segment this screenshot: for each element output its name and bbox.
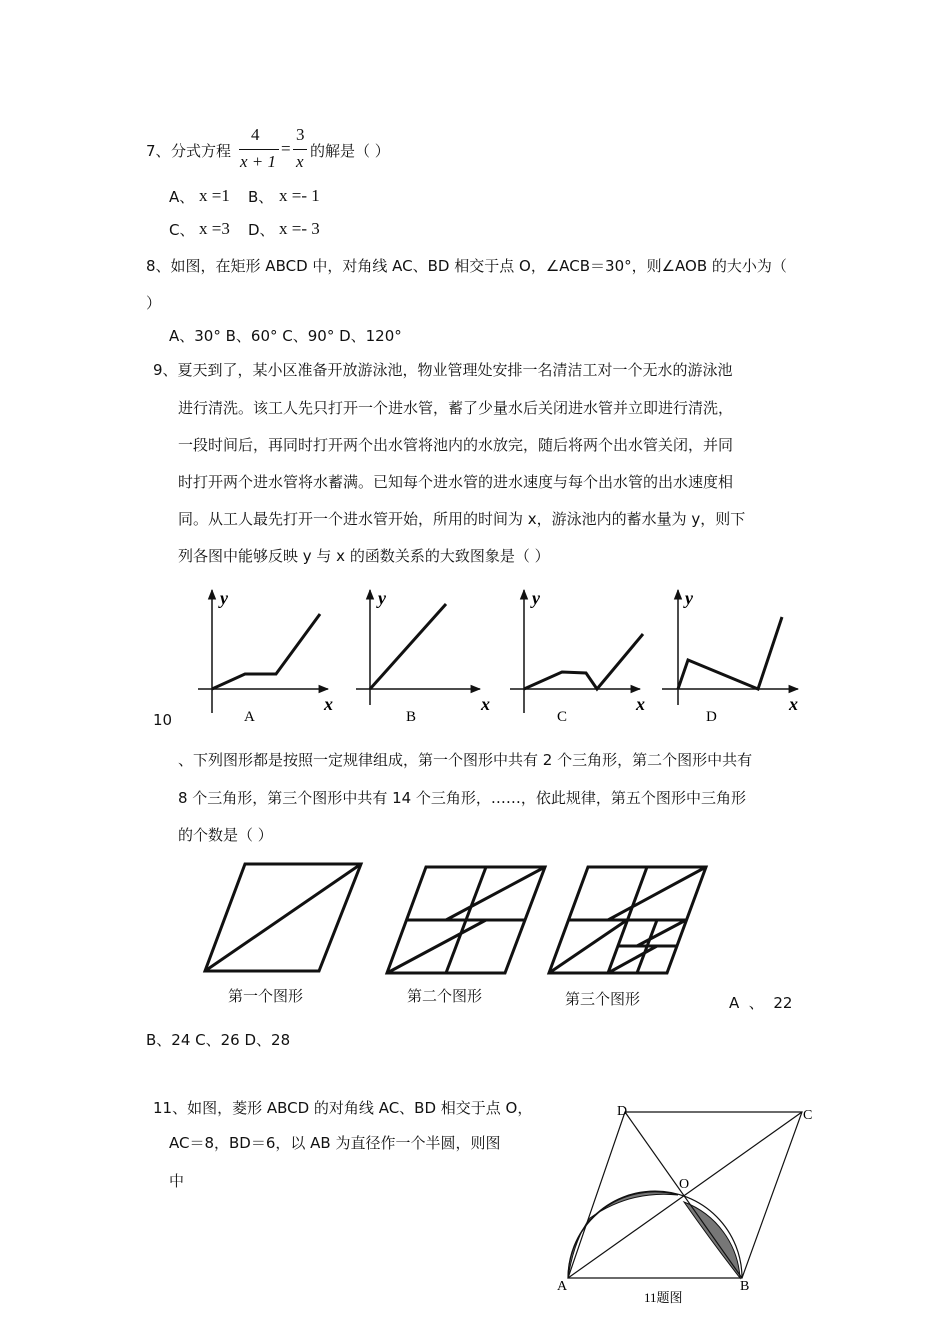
q10-caption-3: 第三个图形 bbox=[565, 990, 641, 1008]
q10-option-a: A 、 22 bbox=[729, 994, 793, 1012]
q7-option-c-value: x =3 bbox=[199, 219, 230, 238]
q9-graph-b-curve bbox=[370, 604, 446, 689]
q10-line-2: 8 个三角形，第三个图形中共有 14 个三角形，……，依此规律，第五个图形中三角形 bbox=[178, 789, 746, 807]
q10-figure-1 bbox=[205, 864, 361, 971]
q9-graph-c bbox=[510, 588, 645, 725]
q8-stem-line2: ） bbox=[146, 294, 162, 312]
q7-equals: = bbox=[281, 139, 291, 158]
q9-graph-c-caption: C bbox=[557, 709, 568, 725]
q7-stem-prefix: 分式方程 bbox=[171, 142, 232, 160]
q10-line-1: 、下列图形都是按照一定规律组成，第一个图形中共有 2 个三角形，第二个图形中共有 bbox=[178, 751, 753, 769]
q9-graph-d-x-label: x bbox=[789, 694, 798, 714]
q11-figure bbox=[0, 1100, 950, 1310]
q10-figure-2 bbox=[387, 867, 545, 973]
q7-option-a-value: x =1 bbox=[199, 186, 230, 205]
q9-graph-a-curve bbox=[212, 614, 320, 689]
q7-frac1-denominator: x + 1 bbox=[240, 152, 277, 171]
q9-graph-c-y-label: y bbox=[532, 588, 540, 608]
q7-option-c-label: C、 bbox=[169, 221, 195, 239]
q10-figure-3 bbox=[549, 867, 706, 973]
q11-line-1: 11、如图，菱形 ABCD 的对角线 AC、BD 相交于点 O， bbox=[153, 1099, 533, 1117]
q7-frac1-numerator: 4 bbox=[251, 125, 260, 144]
q7-frac2-denominator: x bbox=[296, 152, 304, 171]
q9-graphs bbox=[0, 585, 950, 725]
q11-caption: 11题图 bbox=[644, 1290, 683, 1305]
q7-frac2-numerator: 3 bbox=[296, 125, 305, 144]
q10-line-3: 的个数是（ ） bbox=[178, 826, 273, 844]
q7-number: 7、 bbox=[146, 142, 171, 160]
q11-point-b: B bbox=[740, 1279, 750, 1294]
q11-diagonal-ac bbox=[568, 1112, 802, 1278]
q10-number: 10 bbox=[153, 711, 173, 729]
q9-graph-b-caption: B bbox=[406, 709, 417, 725]
q9-graph-a-y-label: y bbox=[220, 588, 228, 608]
q9-graph-c-x-label: x bbox=[636, 694, 645, 714]
q7-option-b-value: x =- 1 bbox=[279, 186, 320, 205]
q8-stem-line1: 8、如图，在矩形 ABCD 中，对角线 AC、BD 相交于点 O，∠ACB＝30°，则∠AOB 的大小为（ bbox=[146, 257, 787, 275]
q11-point-d: D bbox=[617, 1104, 628, 1119]
q9-graph-a-caption: A bbox=[244, 709, 255, 725]
q7-option-d-label: D、 bbox=[248, 221, 275, 239]
q11-point-a: A bbox=[557, 1279, 568, 1294]
q11-point-c: C bbox=[803, 1108, 813, 1123]
q9-graph-b bbox=[356, 588, 490, 725]
q11-line-3: 中 bbox=[169, 1172, 185, 1190]
q7-option-d-value: x =- 3 bbox=[279, 219, 320, 238]
q9-graph-b-x-label: x bbox=[481, 694, 490, 714]
q7-frac1-bar bbox=[239, 149, 279, 150]
q7-stem-suffix: 的解是（ ） bbox=[310, 142, 390, 160]
q11-shaded-region-right bbox=[684, 1202, 740, 1278]
q8-options: A、30° B、60° C、90° D、120° bbox=[169, 327, 402, 345]
q7-option-b-label: B、 bbox=[248, 188, 274, 206]
q9-graph-a bbox=[198, 588, 333, 725]
q9-graph-d-curve bbox=[678, 617, 782, 689]
q9-graph-d-y-label: y bbox=[685, 588, 693, 608]
q10-options-rest: B、24 C、26 D、28 bbox=[146, 1031, 291, 1049]
q9-graph-d bbox=[662, 588, 798, 725]
q9-line-2: 进行清洗。该工人先只打开一个进水管，蓄了少量水后关闭进水管并立即进行清洗， bbox=[178, 399, 734, 417]
q7-frac2-bar bbox=[293, 149, 307, 150]
q9-line-4: 时打开两个进水管将水蓄满。已知每个进水管的进水速度与每个出水管的出水速度相 bbox=[178, 473, 734, 491]
q11-line-2: AC＝8，BD＝6，以 AB 为直径作一个半圆，则图 bbox=[169, 1134, 501, 1152]
q9-graph-d-caption: D bbox=[706, 709, 717, 725]
q9-line-1: 9、夏天到了，某小区准备开放游泳池，物业管理处安排一名清洁工对一个无水的游泳池 bbox=[153, 361, 733, 379]
q7-option-a-label: A、 bbox=[169, 188, 195, 206]
q9-line-5: 同。从工人最先打开一个进水管开始，所用的时间为 x，游泳池内的蓄水量为 y，则下 bbox=[178, 510, 746, 528]
q11-point-o: O bbox=[679, 1177, 690, 1192]
q10-caption-1: 第一个图形 bbox=[228, 987, 304, 1005]
q9-graph-b-y-label: y bbox=[378, 588, 386, 608]
q9-graph-a-x-label: x bbox=[324, 694, 333, 714]
q9-graph-c-curve bbox=[524, 634, 643, 689]
q10-caption-2: 第二个图形 bbox=[407, 987, 483, 1005]
q9-line-6: 列各图中能够反映 y 与 x 的函数关系的大致图象是（ ） bbox=[178, 547, 550, 565]
q11-shaded-region-left bbox=[568, 1192, 678, 1278]
q9-line-3: 一段时间后，再同时打开两个出水管将池内的水放完，随后将两个出水管关闭，并同 bbox=[178, 436, 734, 454]
